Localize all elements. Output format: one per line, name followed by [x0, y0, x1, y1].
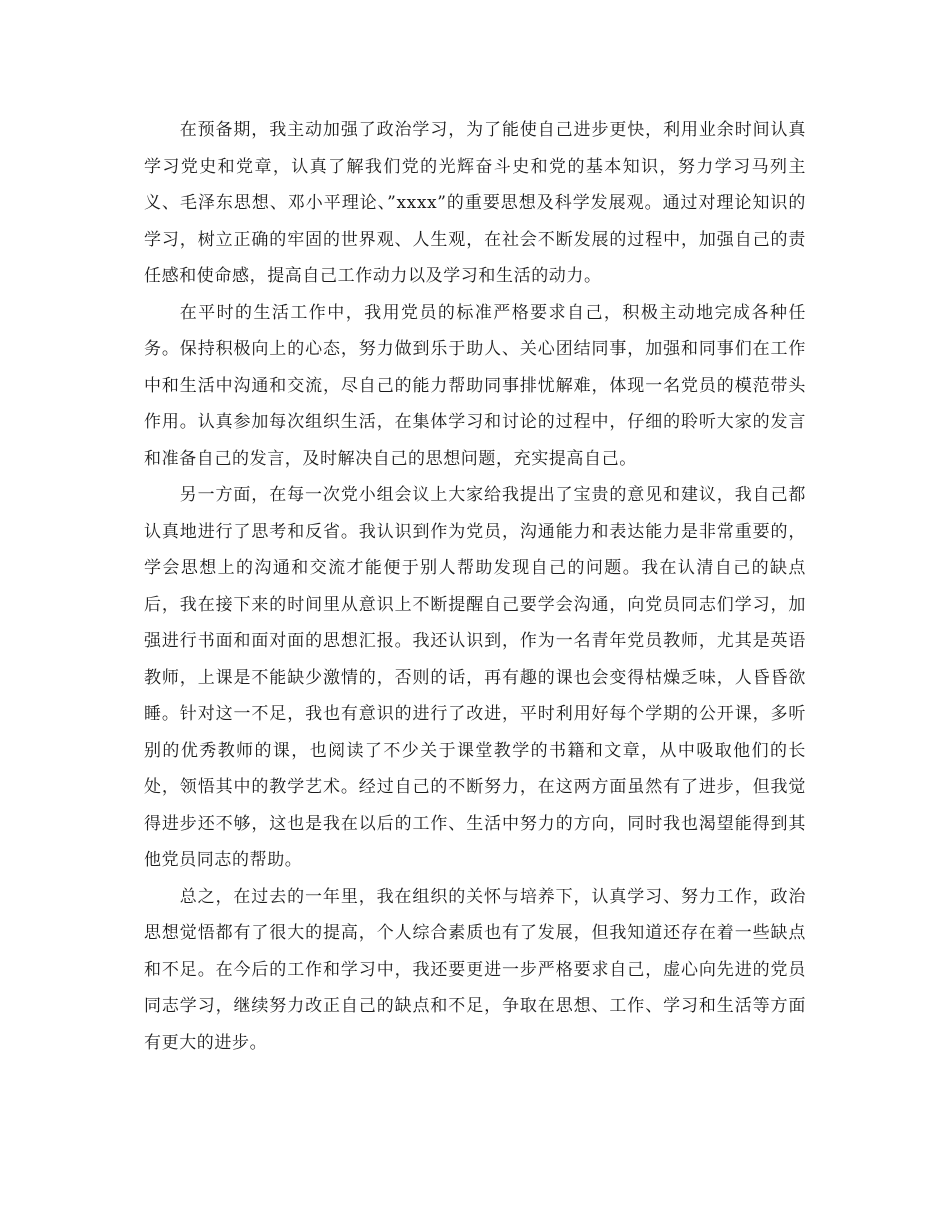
- paragraph-summary: 总之，在过去的一年里，我在组织的关怀与培养下，认真学习、努力工作，政治思想觉悟都有了很大的提高，个人综合素质也有了发展，但我知道还存在着一些缺点和不足。在今后的工作和学习中，我还要更进一步严格要求自己，虚心向先进的党员同志学习，继续努力改正自己的缺点和不足，争取在思想、工作、学习和生活等方面有更大的进步。: [144, 886, 806, 1053]
- paragraph-work: 在平时的生活工作中，我用党员的标准严格要求自己，积极主动地完成各种任务。保持积极向上的心态，努力做到乐于助人、关心团结同事，加强和同事们在工作中和生活中沟通和交流，尽自己的能力帮助同事排忧解难，体现一名党员的模范带头作用。认真参加每次组织生活，在集体学习和讨论的过程中，仔细的聆听大家的发言和准备自己的发言，及时解决自己的思想问题，充实提高自己。: [144, 302, 806, 469]
- paragraph-reflection: 另一方面，在每一次党小组会议上大家给我提出了宝贵的意见和建议，我自己都认真地进行了思考和反省。我认识到作为党员，沟通能力和表达能力是非常重要的，学会思想上的沟通和交流才能便于别人帮助发现自己的问题。我在认清自己的缺点后，我在接下来的时间里从意识上不断提醒自己要学会沟通，向党员同志们学习，加强进行书面和面对面的思想汇报。我还认识到，作为一名青年党员教师，尤其是英语教师，上课是不能缺少激情的，否则的话，再有趣的课也会变得枯燥乏味，人昏昏欲睡。针对这一不足，我也有意识的进行了改进，平时利用好每个学期的公开课，多听别的优秀教师的课，也阅读了不少关于课堂教学的书籍和文章，从中吸取他们的长处，领悟其中的教学艺术。经过自己的不断努力，在这两方面虽然有了进步，但我觉得进步还不够，这也是我在以后的工作、生活中努力的方向，同时我也渴望能得到其他党员同志的帮助。: [144, 485, 806, 870]
- document-body: [144, 112, 806, 1061]
- paragraph-study: 在预备期，我主动加强了政治学习，为了能使自己进步更快，利用业余时间认真学习党史和党章，认真了解我们党的光辉奋斗史和党的基本知识，努力学习马列主义、毛泽东思想、邓小平理论、”xxxx”的重要思想及科学发展观。通过对理论知识的学习，树立正确的牢固的世界观、人生观，在社会不断发展的过程中，加强自己的责任感和使命感，提高自己工作动力以及学习和生活的动力。: [144, 120, 806, 286]
